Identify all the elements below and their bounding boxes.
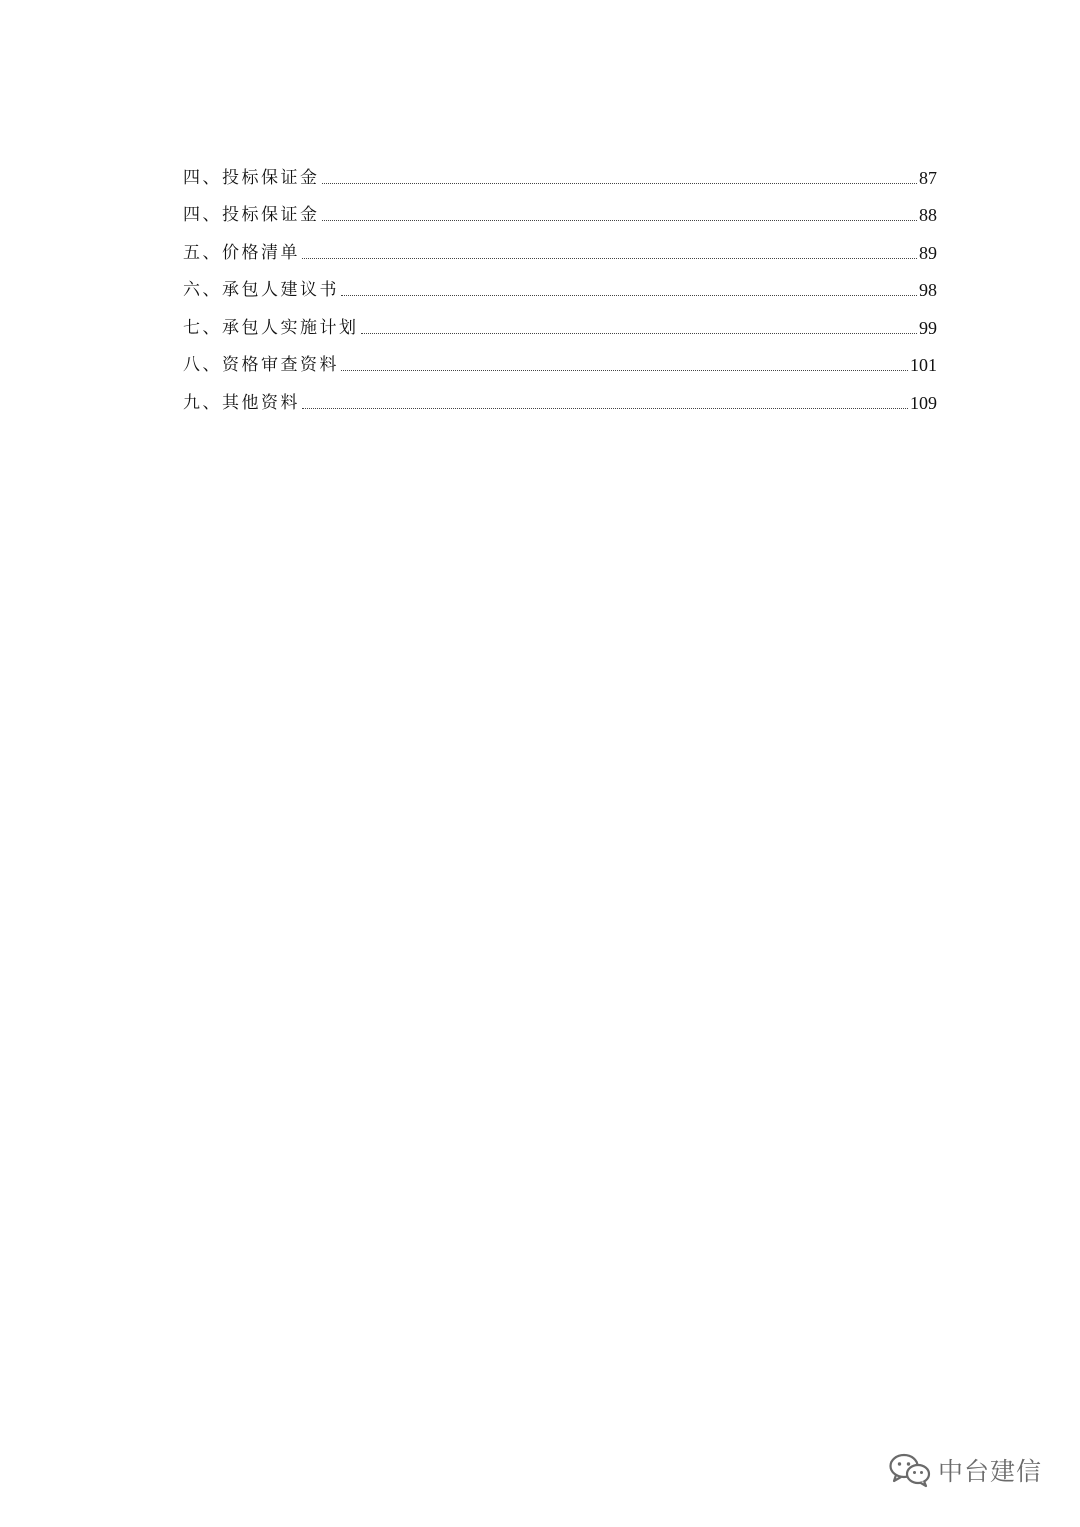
- toc-dot-leader: [341, 294, 917, 296]
- toc-dot-leader: [322, 182, 918, 184]
- toc-entry-title: 七、承包人实施计划: [183, 317, 359, 338]
- toc-entry[interactable]: [183, 225, 937, 263]
- toc-dot-leader: [322, 219, 918, 221]
- toc-entry-title: 八、资格审查资料: [183, 355, 339, 375]
- toc-entry-title: 六、承包人建议书: [183, 280, 339, 300]
- toc-entry-page: 87: [919, 167, 937, 188]
- toc-entry[interactable]: [183, 338, 937, 376]
- toc-entry-page: 101: [910, 355, 937, 375]
- toc-dot-leader: [341, 369, 908, 371]
- wechat-logo-icon: [888, 1452, 932, 1488]
- watermark-text: 中台建信: [938, 1457, 1043, 1486]
- toc-entry[interactable]: [183, 300, 937, 338]
- toc-entry-page: 88: [919, 205, 937, 225]
- toc-entry[interactable]: [183, 188, 937, 226]
- toc-entry[interactable]: [183, 375, 937, 413]
- toc-entry-page: 109: [910, 392, 937, 413]
- toc-dot-leader: [361, 332, 918, 334]
- toc-entry-title: 四、投标保证金: [183, 167, 320, 188]
- toc-entry-page: 99: [919, 317, 937, 338]
- toc-entry-page: 98: [919, 280, 937, 300]
- toc-entry[interactable]: [183, 150, 937, 188]
- toc-dot-leader: [302, 257, 917, 259]
- toc-entry-title: 五、价格清单: [183, 242, 300, 263]
- toc-entry-title: 四、投标保证金: [183, 205, 320, 225]
- toc-dot-leader: [302, 407, 908, 409]
- toc-entry-page: 89: [919, 242, 937, 263]
- toc-entry-title: 九、其他资料: [183, 392, 300, 413]
- toc-entry[interactable]: [183, 263, 937, 301]
- watermark: [888, 1452, 1042, 1488]
- table-of-contents: [183, 150, 937, 413]
